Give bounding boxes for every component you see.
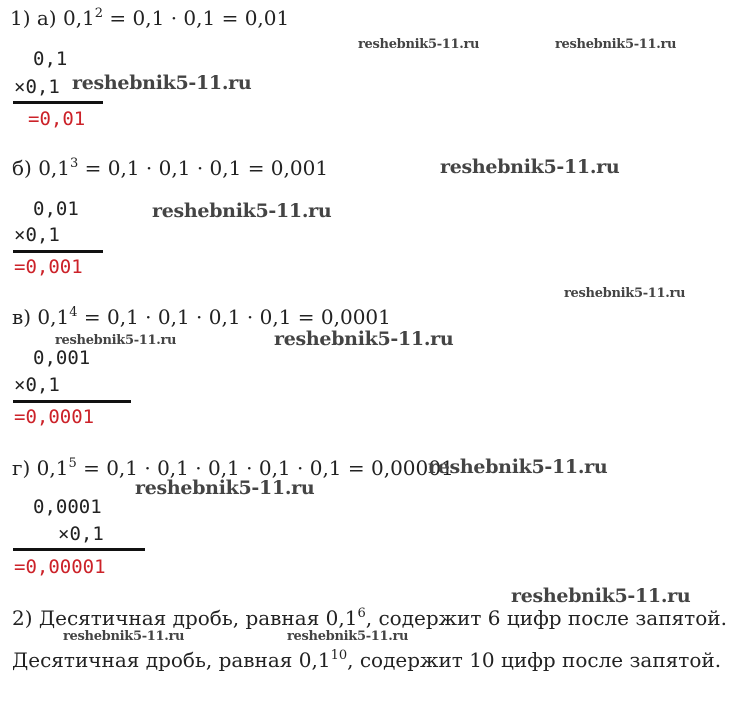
column-multiplicand-b: 0,01 <box>33 198 79 220</box>
watermark: reshebnik5-11.ru <box>152 200 332 222</box>
watermark: reshebnik5-11.ru <box>274 328 454 350</box>
watermark: reshebnik5-11.ru <box>564 286 686 301</box>
watermark: reshebnik5-11.ru <box>358 37 480 52</box>
column-multiplier-a: ×0,1 <box>14 76 60 98</box>
answer-line-2: Десятичная дробь, равная $0,1^{10}$, содержит 10 цифр после запятой. <box>12 648 722 672</box>
column-multiplicand-g: 0,0001 <box>33 496 102 518</box>
equation-g: г) $0,1^5 = 0,1 \cdot 0,1 \cdot 0,1 \cdot 0,1 \cdot 0,1 = 0,00001$ <box>12 456 454 480</box>
watermark: reshebnik5-11.ru <box>428 456 608 478</box>
answer-line-1: 2) Десятичная дробь, равная $0,1^6$, содержит 6 цифр после запятой. <box>12 606 727 630</box>
column-multiplicand-a: 0,1 <box>33 48 68 70</box>
column-multiplier-g: ×0,1 <box>58 523 104 545</box>
watermark: reshebnik5-11.ru <box>555 37 677 52</box>
column-result-a: =0,01 <box>28 108 86 130</box>
column-line-a <box>13 101 103 104</box>
watermark: reshebnik5-11.ru <box>287 629 409 644</box>
column-line-g <box>13 548 145 551</box>
column-line-v <box>13 400 131 403</box>
watermark: reshebnik5-11.ru <box>135 477 315 499</box>
watermark: reshebnik5-11.ru <box>63 629 185 644</box>
column-result-v: =0,0001 <box>14 406 95 428</box>
watermark: reshebnik5-11.ru <box>55 333 177 348</box>
column-result-g: =0,00001 <box>14 556 106 578</box>
column-result-b: =0,001 <box>14 256 83 278</box>
column-multiplier-b: ×0,1 <box>14 224 60 246</box>
watermark: reshebnik5-11.ru <box>72 72 252 94</box>
equation-b: б) $0,1^3 = 0,1 \cdot 0,1 \cdot 0,1 = 0,001$ <box>12 156 329 180</box>
equation-v: в) $0,1^4 = 0,1 \cdot 0,1 \cdot 0,1 \cdot 0,1 = 0,0001$ <box>12 305 391 329</box>
watermark: reshebnik5-11.ru <box>440 156 620 178</box>
watermark: reshebnik5-11.ru <box>511 585 691 607</box>
equation-a: 1) а) $0,1^2 = 0,1 \cdot 0,1 = 0,01$ <box>10 6 290 30</box>
column-multiplier-v: ×0,1 <box>14 374 60 396</box>
column-multiplicand-v: 0,001 <box>33 347 91 369</box>
column-line-b <box>13 250 103 253</box>
